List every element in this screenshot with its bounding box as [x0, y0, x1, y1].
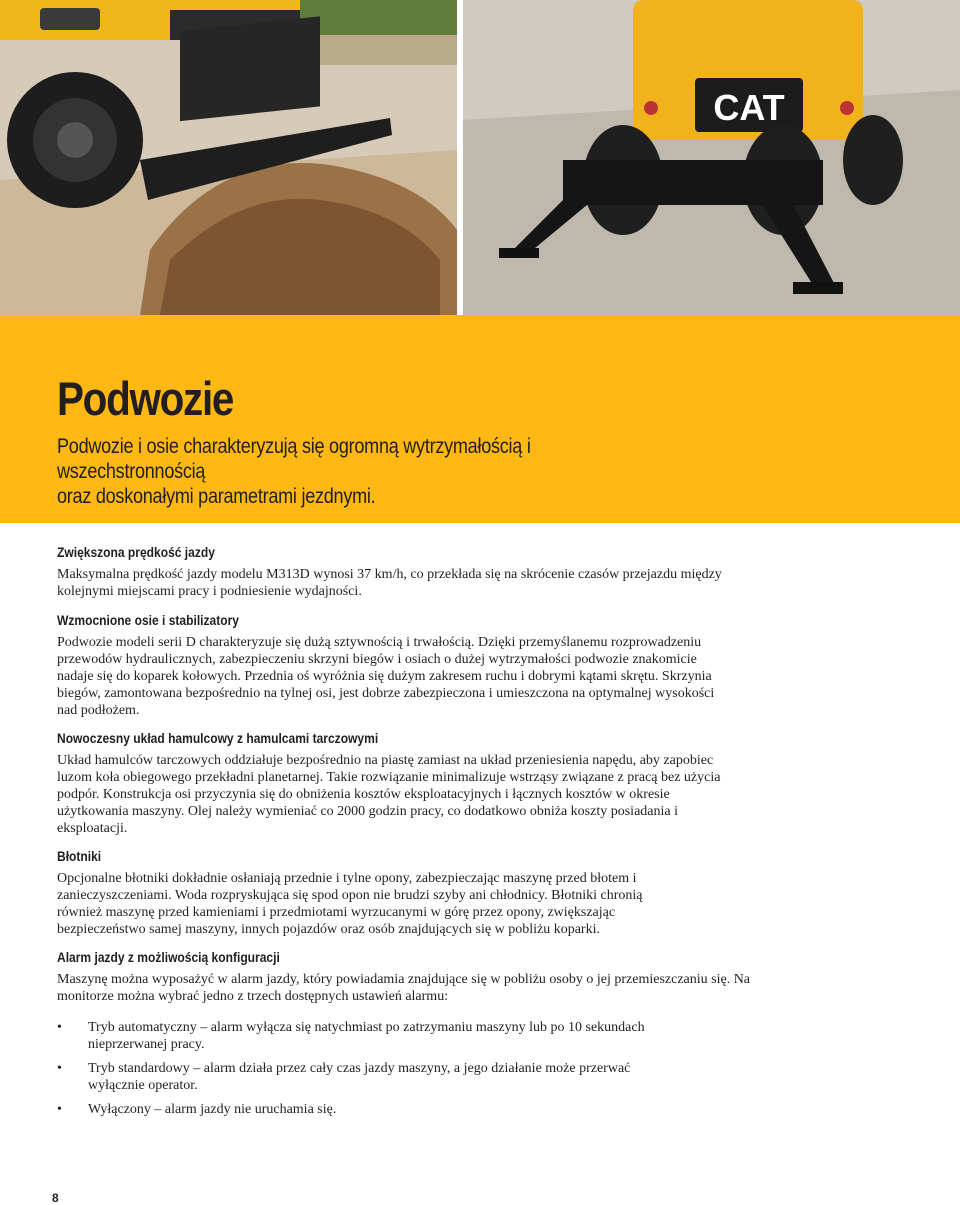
- page-subtitle: [57, 434, 676, 509]
- list-item: [57, 1101, 757, 1118]
- section-heading: Zwiększona prędkość jazdy: [57, 544, 215, 560]
- title-banner: [0, 315, 960, 523]
- section-body: Maszynę można wyposażyć w alarm jazdy, który powiadamia znajdujące się w pobliżu osoby o jej przemieszczaniu się. Na monitorze można wybrać jedno z trzech dostępnych ustawień alarmu:: [57, 972, 751, 1004]
- section-fenders: [57, 848, 669, 938]
- list-item: [57, 1060, 757, 1094]
- subtitle-line-2: oraz doskonałymi parametrami jezdnymi.: [57, 485, 376, 508]
- excavator-blade-photo: [0, 0, 457, 315]
- section-heading: Błotniki: [57, 848, 102, 864]
- section-heading: Alarm jazdy z możliwością konfiguracji: [57, 949, 280, 965]
- bullet-icon: •: [57, 1061, 62, 1076]
- bullet-icon: •: [57, 1020, 62, 1035]
- page-title: Podwozie: [57, 372, 234, 425]
- section-body: Układ hamulców tarczowych oddziałuje bezpośrednio na piastę zamiast na układ przeniesienia napędu, aby zapobiec luzom koła obiegowego przekładni planetarnej. Takie rozwiązanie minimalizuje wstrząsy związane z pracą bez użycia podpór. Konstrukcja osi przyczynia się do obniżenia kosztów eksploatacyjnych i łącznych kosztów w okresie użytkowania maszyny. Olej należy wymieniać co 2000 godzin pracy, co dodatkowo obniża koszty posiadania i eksploatacji.: [57, 753, 721, 836]
- section-body: Podwozie modeli serii D charakteryzuje się dużą sztywnością i trwałością. Dzięki przemyślanemu rozprowadzeniu przewodów hydraulicznych, zabezpieczeniu skrzyni biegów i osiach o dużej wytrzymałości podwozie znakomicie nadaje się do koparek kołowych. Przednia oś wyróżnia się dużym zakresem ruchu i dobrymi kątami skrętu. Skrzynia biegów, zamontowana bezpośrednio na tylnej osi, jest dobrze zabezpieczona i umieszczona na optymalnej wysokości nad podłożem.: [57, 635, 715, 718]
- excavator-outriggers-illustration: [463, 0, 960, 315]
- list-item: [57, 1019, 757, 1053]
- list-item-text: Wyłączony – alarm jazdy nie uruchamia się.: [88, 1102, 337, 1117]
- section-travel-alarm: [57, 949, 757, 1125]
- section-body: Maksymalna prędkość jazdy modelu M313D wynosi 37 km/h, co przekłada się na skrócenie czasów przejazdu między kolejnymi miejscami pracy i podniesienie wydajności.: [57, 567, 722, 599]
- section-axles: [57, 612, 729, 719]
- section-brakes: [57, 730, 729, 837]
- bullet-icon: •: [57, 1102, 62, 1117]
- page-number: 8: [52, 1191, 59, 1205]
- section-travel-speed: [57, 544, 737, 600]
- section-body: Opcjonalne błotniki dokładnie osłaniają przednie i tylne opony, zabezpieczając maszynę przed błotem i zanieczyszczeniami. Woda rozpryskująca się spod opon nie brudzi szyby ani chłodnicy. Błotniki chronią również maszynę przed kamieniami i przedmiotami wyrzucanymi w górę przez opony, zwiększając bezpieczeństwo samej maszyny, innych pojazdów oraz osób znajdujących się w pobliżu koparki.: [57, 871, 643, 937]
- photo-strip: [0, 0, 960, 315]
- excavator-blade-illustration: [0, 0, 457, 315]
- excavator-outriggers-photo: [463, 0, 960, 315]
- alarm-mode-list: [57, 1019, 757, 1118]
- cat-logo: CAT: [713, 87, 785, 128]
- section-heading: Wzmocnione osie i stabilizatory: [57, 612, 239, 628]
- list-item-text: Tryb standardowy – alarm działa przez cały czas jazdy maszyny, a jego działanie może przerwać wyłącznie operator.: [88, 1061, 631, 1093]
- section-heading: Nowoczesny układ hamulcowy z hamulcami tarczowymi: [57, 730, 379, 746]
- list-item-text: Tryb automatyczny – alarm wyłącza się natychmiast po zatrzymaniu maszyny lub po 10 sekundach nieprzerwanej pracy.: [88, 1020, 645, 1052]
- subtitle-line-1: Podwozie i osie charakteryzują się ogromną wytrzymałością i wszechstronnością: [57, 435, 531, 483]
